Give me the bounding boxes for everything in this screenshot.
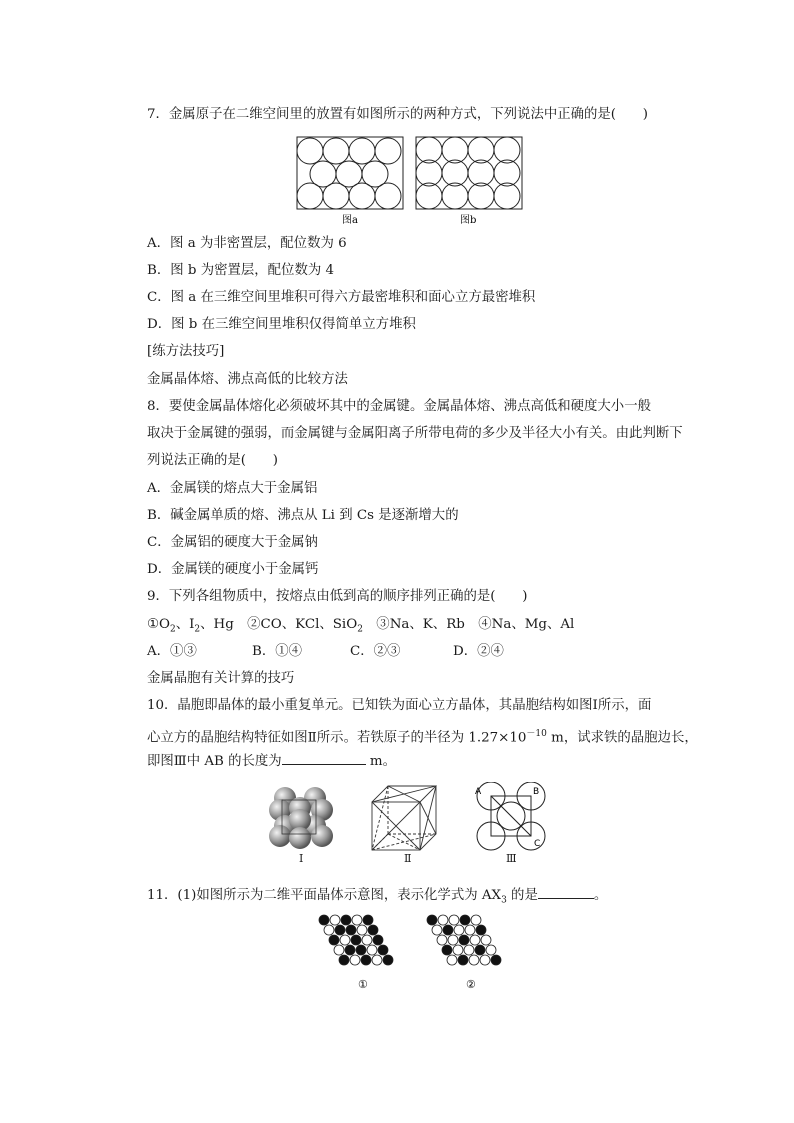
q10-figure <box>268 782 558 852</box>
sub-heading-melting-point: 金属晶体熔、沸点高低的比较方法 <box>147 372 348 387</box>
q8-stem-line1: 8．要使金属晶体熔化必须破坏其中的金属键。金属晶体熔、沸点高低和硬度大小一般 <box>147 399 651 414</box>
q8-option-a: A．金属镁的熔点大于金属铝 <box>147 481 318 496</box>
q7-stem: 7．金属原子在二维空间里的放置有如图所示的两种方式，下列说法中正确的是( ) <box>147 107 649 122</box>
q8-option-b: B．碱金属单质的熔、沸点从 Li 到 Cs 是逐渐增大的 <box>147 508 459 523</box>
q10-answer-blank[interactable] <box>282 752 366 765</box>
lattice-1-label: ① <box>358 978 368 991</box>
q9-option-a: A．①③ <box>147 644 197 659</box>
section-practice-heading: [练方法技巧] <box>147 344 225 359</box>
q9-stem: 9．下列各组物质中，按熔点由低到高的顺序排列正确的是( ) <box>147 589 528 604</box>
q8-option-c: C．金属铝的硬度大于金属钠 <box>147 535 318 550</box>
q9-option-b: B．①④ <box>252 644 303 659</box>
fig-i-label: Ⅰ <box>299 852 304 865</box>
fig-iii-label: Ⅲ <box>506 852 517 865</box>
lattice-2-label: ② <box>466 978 476 991</box>
q9-option-c: C．②③ <box>350 644 401 659</box>
point-a-label: A <box>475 787 482 797</box>
fig-a-close-packed <box>297 137 403 209</box>
lattice-2 <box>427 915 501 965</box>
fig-a-caption: 图a <box>342 215 358 226</box>
q11-answer-blank[interactable] <box>538 886 594 899</box>
point-c-label: C <box>534 839 541 849</box>
fig-ii-unit-cell <box>372 786 436 850</box>
point-b-label: B <box>533 787 540 797</box>
q9-option-d: D．②④ <box>453 644 504 659</box>
q7-option-a: A．图 a 为非密置层，配位数为 6 <box>147 236 347 251</box>
fig-b-caption: 图b <box>460 215 477 226</box>
q8-stem-line3: 列说法正确的是( ) <box>147 453 278 468</box>
sub-heading-unit-cell: 金属晶胞有关计算的技巧 <box>147 671 295 686</box>
q11-stem: 11．(1)如图所示为二维平面晶体示意图，表示化学式为 $AX_3$ 的是 。 <box>147 888 608 906</box>
q7-option-c: C．图 a 在三维空间里堆积可得六方最密堆积和面心立方最密堆积 <box>147 290 536 305</box>
q10-stem-line1: 10．晶胞即晶体的最小重复单元。已知铁为面心立方晶体，其晶胞结构如图Ⅰ所示，面 <box>147 698 652 713</box>
q10-stem-line2: 心立方的晶胞结构特征如图Ⅱ所示。若铁原子的半径为 $1.27\times 10^{-10}$ m，试求铁的晶胞边长， <box>147 729 698 746</box>
lattice-1 <box>319 915 393 965</box>
fig-b-non-close-packed <box>416 137 522 209</box>
q9-groups: $①O_2$、$I_2$、Hg ②CO、KCl、SiO$_2$ ③Na、K、Rb ④Na、Mg、Al <box>147 617 575 635</box>
q8-stem-line2: 取决于金属键的强弱，而金属键与金属阳离子所带电荷的多少及半径大小有关。由此判断下 <box>147 426 683 441</box>
q7-figure <box>296 134 528 226</box>
fig-ii-label: Ⅱ <box>404 852 412 865</box>
q7-option-b: B．图 b 为密置层，配位数为 4 <box>147 263 334 278</box>
q8-option-d: D．金属镁的硬度小于金属钙 <box>147 562 319 577</box>
q7-option-d: D．图 b 在三维空间里堆积仅得简单立方堆积 <box>147 317 416 332</box>
q11-figure <box>316 914 506 992</box>
fig-i-fcc-spheres <box>269 787 333 849</box>
q10-stem-line3: 即图Ⅲ中 AB 的长度为 m。 <box>147 754 397 769</box>
